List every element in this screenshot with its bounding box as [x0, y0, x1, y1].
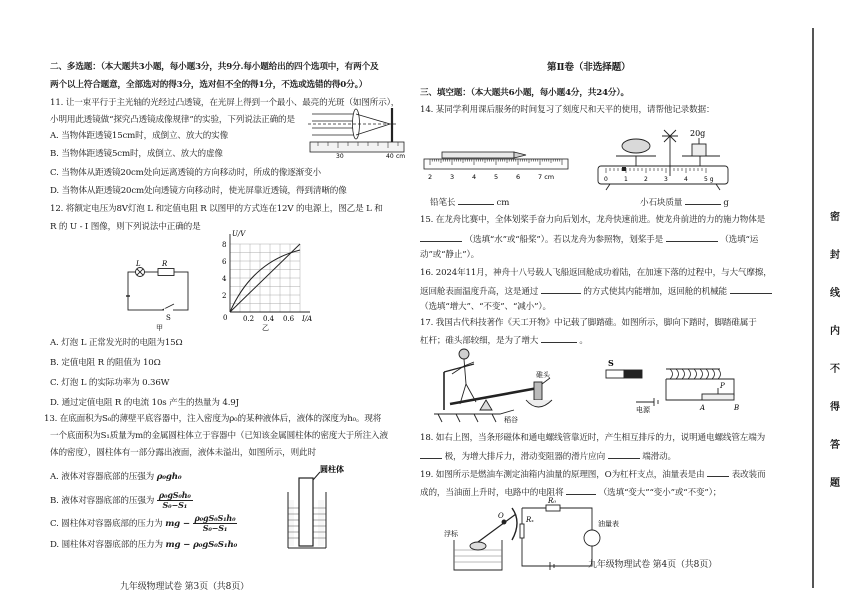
q19-line1-end: 表改装而 [731, 470, 766, 480]
seal-margin-char: 封 [830, 250, 840, 261]
q16-line3: （选填“增大”、“不变”、“减小”）。 [420, 302, 551, 312]
float-label: 浮标 [444, 530, 458, 538]
q11-stem-cont: 小明用此透镜做“探究凸透镜成像规律”的实验，下列说法正确的是 [50, 115, 295, 125]
graph-caption: 乙 [262, 324, 269, 332]
q11-option-c: C. 当物体从距透镜20cm处向远离透镜的方向移动时，所成的像逐渐变小 [50, 168, 322, 178]
scale-tick-label: 5 g [704, 176, 714, 183]
q12-option-a: A. 灯泡 L 正常发光时的电阻为15Ω [50, 338, 183, 348]
q16-line2-end: 的方式使其内能增加，返回舱的机械能 [583, 287, 727, 297]
left-page [0, 0, 412, 608]
q17-foot-pestle-figure [430, 344, 560, 428]
ruler-label-30: 30 [336, 153, 344, 160]
right-page [412, 0, 860, 608]
q16-blank-1 [541, 285, 581, 294]
ruler-unit: cm [396, 153, 406, 160]
ruler-label-40: 40 [386, 153, 394, 160]
q19-line2-end: （选填“变大”“变小”或“不变”）； [598, 488, 722, 498]
y-tick-label: 4 [222, 275, 227, 283]
q13-option-a-formula: ρ₀gh₀ [156, 472, 182, 482]
coil-loop [688, 369, 691, 379]
q18-line2 [420, 450, 676, 463]
ruler-tick-label: 2 [428, 173, 433, 181]
q13-option-c-denominator: S₀−S₁ [202, 523, 228, 533]
coil-loop [712, 369, 715, 379]
ruler-tick-label: 6 [516, 173, 521, 181]
q15-line1: 15. 在龙舟比赛中，全体划桨手奋力向后划水，龙舟快速前进。使龙舟前进的力的施力物体是 [420, 215, 766, 225]
coil-loop [682, 369, 685, 379]
q13-option-d-formula: mg − ρ₀gS₀S₁h₀ [165, 540, 238, 550]
origin-label: 0 [223, 314, 228, 322]
q15-line2 [420, 233, 758, 246]
gauge-label: 油量表 [598, 520, 619, 528]
section-3-title: 三、填空题：（本大题共6小题，每小题4分，共24分）。 [420, 88, 629, 98]
q15-line2-text: （选填“水”或“船桨”）。若以龙舟为参照物，划桨手是 [464, 235, 664, 245]
y-tick-label: 6 [222, 258, 227, 266]
seal-margin-char: 密 [830, 212, 840, 223]
part-2-title: 第Ⅱ卷（非选择题） [547, 62, 631, 73]
seal-margin-char: 得 [830, 402, 840, 413]
q18-blank-1 [420, 450, 442, 459]
coil-loop [700, 369, 703, 379]
q14-stone-answer [640, 196, 729, 209]
switch-label: S [166, 314, 171, 322]
x-tick-label: 0.6 [283, 315, 295, 323]
seal-margin-char: 内 [830, 326, 840, 337]
q19-line2-text: 成的，当油面上升时，电路中的电阻将 [420, 488, 564, 498]
q15-line3: 动”或“静止”）。 [420, 250, 480, 260]
q13-option-a [50, 472, 181, 483]
slider-p-label: P [720, 382, 725, 390]
q15-blank-1 [420, 233, 462, 242]
y-tick-label: 2 [222, 292, 227, 300]
y-tick-label: 8 [222, 241, 227, 249]
rheostat-b-label: B [734, 404, 740, 412]
r0-label: R₀ [548, 497, 557, 505]
section-2-title-cont: 两个以上符合题意，全部选对的得3分，选对但不全的得1分，不选或选错的得0分。） [50, 80, 368, 90]
q14-pencil-ruler-figure [422, 148, 572, 184]
q13-option-c-fraction [193, 514, 238, 533]
scale-tick-label: 1 [624, 176, 628, 183]
coil-loop [676, 369, 679, 379]
seal-margin-char: 答 [830, 440, 840, 451]
scale-tick-label: 3 [664, 176, 668, 183]
q13-option-b-numerator: ρ₀gS₀h₀ [158, 490, 191, 500]
seal-margin-char: 题 [830, 478, 840, 489]
ruler-tick-label: 7 cm [538, 173, 555, 181]
ruler-tick-label: 3 [450, 173, 455, 181]
coil-loop [706, 369, 709, 379]
q13-stem-cont: 一个底面积为S₁质量为m的金属圆柱体立于容器中（已知该金属圆柱体的密度大于所注入液 [50, 431, 388, 441]
q13-option-b-text: B. 液体对容器底部的压强为 [50, 496, 155, 506]
scale-tick-label: 2 [644, 176, 648, 183]
q13-option-c-numerator: ρ₀gS₀S₁h₀ [194, 513, 236, 523]
q16-line1: 16. 2024年11月，神舟十八号载人飞船返回舱成功着陆，在加速下落的过程中，与大气摩擦， [420, 268, 772, 278]
lamp-curve [230, 250, 300, 312]
q18-line1: 18. 如右上图，当条形磁体和通电螺线管靠近时，产生相互排斥的力，说明通电螺线管左端为 [420, 433, 766, 443]
q11-option-b: B. 当物体距透镜5cm时，成倒立、放大的虚像 [50, 149, 223, 159]
label-kang: 稻谷 [504, 416, 518, 424]
coil-loop [718, 369, 721, 379]
power-label: 电源 [636, 406, 650, 414]
q13-option-b-fraction [157, 491, 193, 510]
q12-stem-cont: R 的 U - I 图像，则下列说法中正确的是 [50, 222, 201, 232]
rx-label: Rₓ [526, 516, 534, 524]
q13-stem: 13. 在底面积为S₀的薄壁平底容器中，注入密度为ρ₀的某种液体后，液体的深度为h₀。现将 [44, 414, 382, 424]
q14-pencil-answer [430, 196, 509, 209]
q19-line1-text: 19. 如图所示是燃油车测定油箱内油量的原理图，O为杠杆支点，油量表是由 [420, 470, 705, 480]
q16-line2-text: 返回舱表面温度升高，这是通过 [420, 287, 539, 297]
q11-option-d: D. 当物体从距透镜20cm处向透镜方向移动时，使光屏靠近透镜，得到清晰的像 [50, 186, 347, 196]
magnet-s-label: S [608, 358, 614, 368]
cylinder-label: 圆柱体 [320, 464, 344, 474]
q13-option-c-text: C. 圆柱体对容器底部的压力为 [50, 519, 163, 529]
ruler-tick-label: 5 [494, 173, 499, 181]
q18-blank-2 [608, 450, 640, 459]
seal-margin-char: 线 [830, 288, 840, 299]
lamp-label: L [136, 260, 141, 268]
q19-line1 [420, 468, 765, 481]
coil-loop [670, 369, 673, 379]
q17-blank [541, 334, 577, 343]
q12-ui-graph [208, 230, 312, 330]
seal-margin-char: 不 [830, 364, 840, 375]
q13-option-c [50, 514, 237, 533]
q14-pencil-blank [458, 196, 494, 205]
q17-line2-end: 。 [579, 336, 588, 346]
q14-pencil-unit: cm [496, 198, 510, 208]
q12-option-c: C. 灯泡 L 的实际功率为 0.36W [50, 378, 170, 388]
q13-option-d-text: D. 圆柱体对容器底部的压力为 [50, 540, 163, 550]
q18-line2-end: 端滑动。 [642, 452, 676, 462]
q17-line2-text: 杠杆；碓头部较细，是为了增大 [420, 336, 539, 346]
label-tou: 碓头 [536, 371, 550, 379]
q11-lens-figure [308, 104, 408, 160]
q19-line2 [420, 486, 721, 499]
q16-line2 [420, 285, 772, 298]
q14-stone-label: 小石块质量 [640, 198, 683, 208]
q14-stone-blank [685, 196, 721, 205]
q13-option-b-denominator: S₀−S₁ [162, 500, 188, 510]
q17-line1: 17. 我国古代科技著作《天工开物》中记载了脚踏碓。如图所示，脚向下踏时，脚踏碓属于 [420, 318, 757, 328]
q13-option-d [50, 540, 237, 551]
pivot-o-label: O [498, 512, 504, 520]
q11-option-a: A. 当物体距透镜15cm时，成倒立、放大的实像 [50, 131, 229, 141]
right-page-footer: 九年级物理试卷 第4页（共8页） [588, 560, 717, 570]
x-axis-label: I/A [302, 315, 313, 323]
q14-pencil-label: 铅笔长 [430, 198, 456, 208]
q13-container-figure [278, 464, 362, 550]
y-axis-label: U/V [232, 230, 246, 238]
q12-circuit-diagram [122, 262, 196, 332]
q14-stone-unit: g [723, 198, 729, 208]
circuit-caption: 甲 [156, 324, 163, 332]
q12-option-b: B. 定值电阻 R 的阻值为 10Ω [50, 358, 161, 368]
section-2-title: 二、多选题：（本大题共3小题，每小题3分，共9分.每小题给出的四个选项中，有两个及 [50, 62, 379, 72]
q13-option-a-text: A. 液体对容器底部的压强为 [50, 472, 155, 482]
left-page-footer: 九年级物理试卷 第3页（共8页） [120, 582, 249, 592]
q14-balance-figure [592, 122, 732, 194]
q13-stem-cont2: 体的密度），圆柱体有一部分露出液面，液体未溢出，如图所示，则此时 [50, 448, 316, 458]
scale-tick-label: 0 [604, 176, 608, 183]
q18-line2-text: 极，为增大排斥力，滑动变阻器的滑片应向 [444, 452, 606, 462]
q15-blank-2 [666, 233, 718, 242]
q12-stem: 12. 将额定电压为8V灯泡 L 和定值电阻 R 以图甲的方式连在12V 的电源上，图乙是 L 和 [50, 204, 383, 214]
seal-line [812, 28, 814, 588]
ruler-tick-label: 4 [472, 173, 477, 181]
q18-magnet-solenoid-figure [602, 356, 752, 416]
coil-loop [694, 369, 697, 379]
x-tick-label: 0.4 [263, 315, 275, 323]
q11-stem: 11. 让一束平行于主光轴的光经过凸透镜，在光屏上得到一个最小、最亮的光斑（如图所示）， [50, 98, 400, 108]
q15-line2-end: （选填“运 [720, 235, 759, 245]
rheostat-a-label: A [700, 404, 706, 412]
rider [622, 167, 626, 171]
q16-blank-2 [730, 285, 772, 294]
q12-option-d: D. 通过定值电阻 R 的电流 10s 产生的热量为 4.9J [50, 398, 239, 408]
x-tick-label: 0.2 [243, 315, 255, 323]
q13-option-b [50, 491, 193, 510]
q19-blank-1 [707, 468, 729, 477]
q19-blank-2 [566, 486, 596, 495]
q14-stem: 14. 某同学利用课后服务的时间复习了刻度尺和天平的使用，请帮他记录数据： [420, 105, 715, 115]
resistor-label: R [162, 260, 168, 268]
scale-tick-label: 4 [684, 176, 688, 183]
weight-label: 20g [690, 129, 706, 138]
q13-option-c-pre: mg − [165, 519, 190, 529]
